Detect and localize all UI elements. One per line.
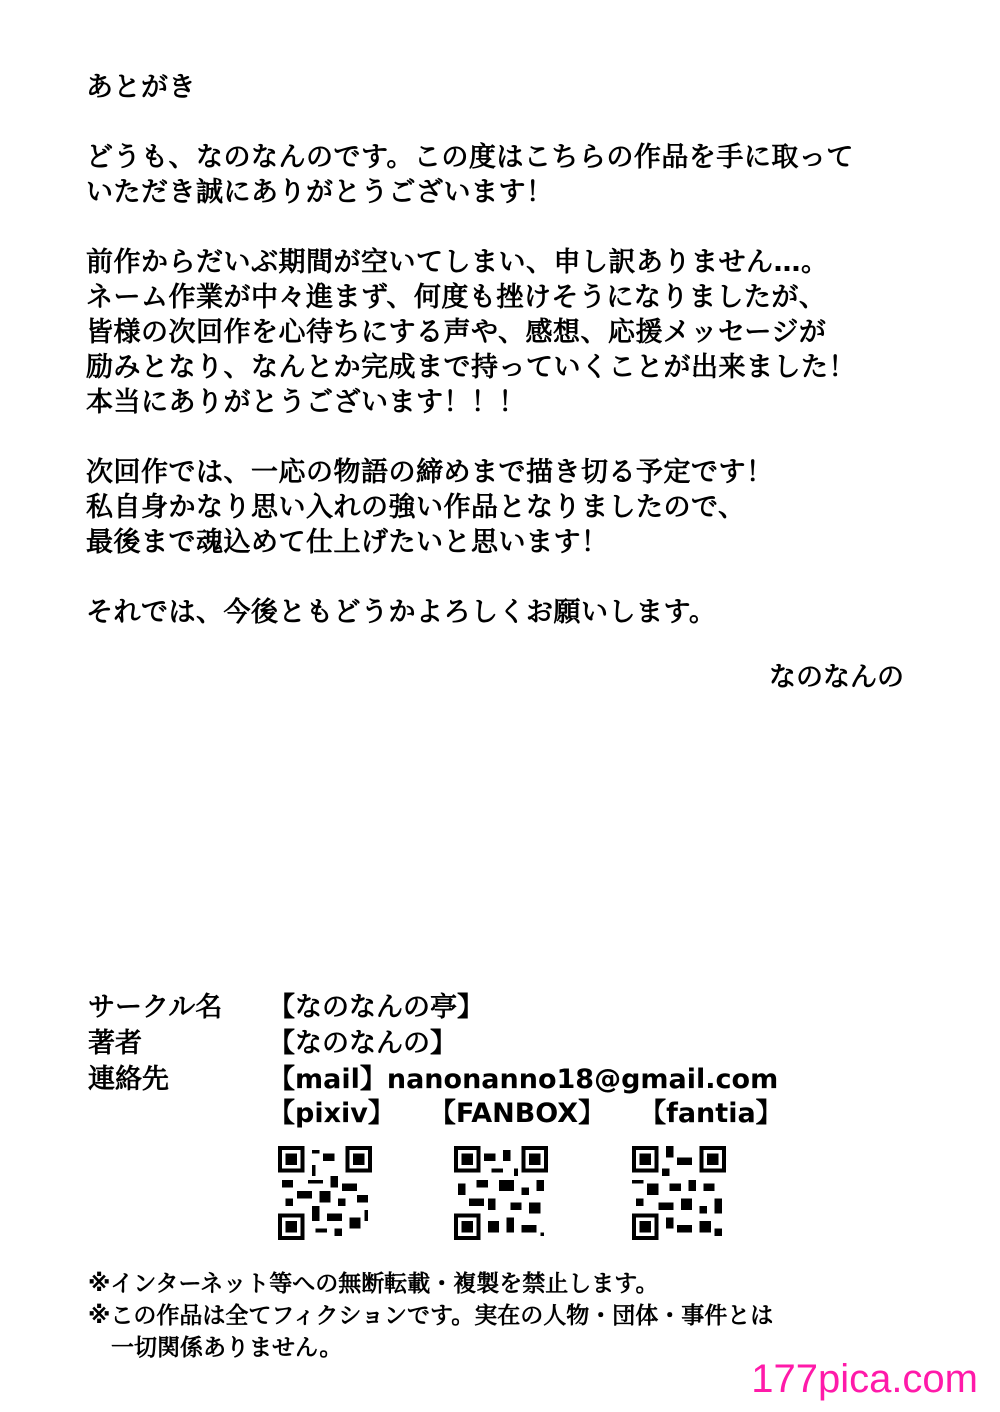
paragraph-2-line-2: ネーム作業が中々進まず、何度も挫けそうになりましたが、 (86, 282, 827, 313)
fanbox-link[interactable]: 【FANBOX】 (428, 1098, 606, 1129)
fantia-qr-code-icon[interactable] (632, 1146, 726, 1240)
circle-label: サークル名 (88, 992, 223, 1023)
paragraph-2-line-4: 励みとなり、なんとか完成まで持っていくことが出来ました！ (86, 352, 856, 383)
afterword-heading: あとがき (86, 72, 196, 103)
pixiv-qr-code-icon[interactable] (278, 1146, 372, 1240)
paragraph-3-line-3: 最後まで魂込めて仕上げたいと思います！ (86, 527, 609, 558)
signature: なのなんの (769, 662, 904, 693)
contact-label: 連絡先 (88, 1064, 169, 1095)
note-3: 一切関係ありません。 (88, 1335, 343, 1361)
social-links (268, 1096, 783, 1132)
author-value: 【なのなんの】 (268, 1028, 457, 1059)
author-label: 著者 (88, 1028, 142, 1059)
circle-value: 【なのなんの亭】 (268, 992, 484, 1023)
fanbox-qr-code-icon[interactable] (454, 1146, 548, 1240)
paragraph-1-line-1: どうも、なのなんのです。この度はこちらの作品を手に取って (86, 142, 854, 173)
note-2: ※この作品は全てフィクションです。実在の人物・団体・事件とは (88, 1303, 774, 1329)
paragraph-2-line-1: 前作からだいぶ期間が空いてしまい、申し訳ありません…。 (86, 247, 829, 278)
note-1: ※インターネット等への無断転載・複製を禁止します。 (88, 1271, 659, 1297)
contact-value[interactable]: 【mail】nanonanno18@gmail.com (268, 1064, 779, 1095)
paragraph-3-line-1: 次回作では、一応の物語の締めまで描き切る予定です！ (86, 457, 774, 488)
paragraph-2-line-3: 皆様の次回作を心待ちにする声や、感想、応援メッセージが (86, 317, 827, 348)
paragraph-1-line-2: いただき誠にありがとうございます！ (86, 177, 554, 208)
fantia-link[interactable]: 【fantia】 (639, 1098, 783, 1129)
paragraph-3-line-2: 私自身かなり思い入れの強い作品となりましたので、 (86, 492, 746, 523)
pixiv-link[interactable]: 【pixiv】 (268, 1098, 395, 1129)
watermark: 177pica.com (751, 1357, 978, 1401)
paragraph-4-line-1: それでは、今後ともどうかよろしくお願いします。 (86, 597, 717, 628)
paragraph-2-line-5: 本当にありがとうございます！！！ (86, 387, 526, 418)
